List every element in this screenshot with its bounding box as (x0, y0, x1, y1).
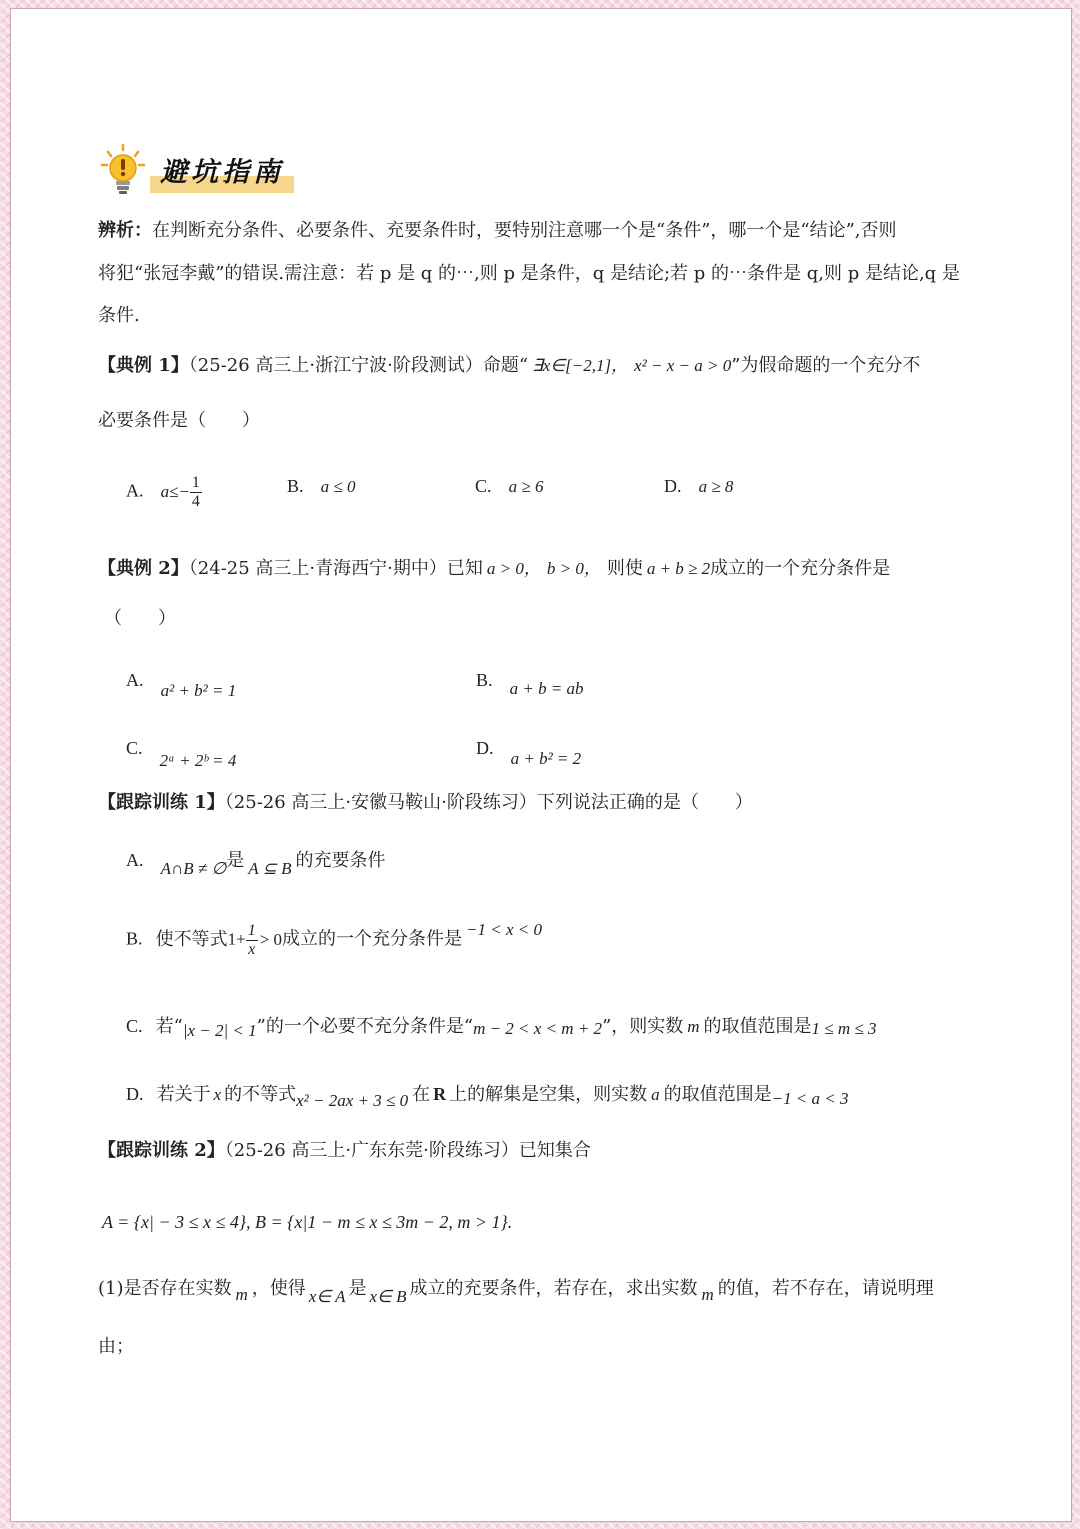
practice2-label: 【跟踪训练 2】 (98, 1140, 225, 1161)
analysis-line-1: 辨析：在判断充分条件、必要条件、充要条件时，要特别注意哪一个是“条件”，哪一个是“结论”,否则 (98, 220, 897, 241)
example2-stem: 【典例 2】（24-25 高三上·青海西宁·期中）已知 a > 0， b > 0， 则使 a + b ≥ 2成立的一个充分条件是 (98, 558, 891, 579)
example1-option-b: B. a ≤ 0 (287, 476, 356, 496)
practice2-question1: (1)是否存在实数 m ，使得 x∈ A 是 x∈ B 成立的充要条件，若存在，求出实数 m 的值，若不存在，请说明理 (98, 1278, 934, 1306)
example2-option-c: C. 2ᵃ + 2ᵇ = 4 (126, 738, 237, 770)
practice1-option-b: B. 使不等式1+ $\frac{1}{x}$ > 0成立的一个充分条件是 −1 < x < 0 (126, 919, 543, 958)
practice2-question1-line2: 由； (98, 1336, 134, 1357)
analysis-line-2: 将犯“张冠李戴”的错误.需注意：若 p 是 q 的⋯,则 p 是条件，q 是结论;若 p 的⋯条件是 q,则 p 是结论,q 是 (98, 263, 960, 284)
example2-stem-line2: （ ） (104, 608, 176, 629)
practice1-label: 【跟踪训练 1】 (98, 792, 225, 813)
example1-option-d: D. a ≥ 8 (664, 476, 734, 496)
practice1-option-d: D. 若关于 x 的不等式x² − 2ax + 3 ≤ 0 在 R 上的解集是空集，则实数 a 的取值范围是−1 < a < 3 (126, 1084, 849, 1110)
analysis-line-3: 条件. (98, 305, 140, 326)
practice2-sets: A = {x| − 3 ≤ x ≤ 4}, B = {x|1 − m ≤ x ≤ 3m − 2, m > 1}. (102, 1212, 513, 1232)
example2-option-b: B. a + b = ab (476, 670, 584, 698)
practice1-stem: 【跟踪训练 1】（25-26 高三上·安徽马鞍山·阶段练习）下列说法正确的是（ ） (98, 792, 753, 813)
section-heading (100, 142, 294, 198)
example1-label: 【典例 1】 (98, 355, 189, 376)
example1-option-c: C. a ≥ 6 (475, 476, 544, 496)
practice1-option-c: C. 若“|x − 2| < 1”的一个必要不充分条件是“m − 2 < x < m + 2”，则实数 m 的取值范围是1 ≤ m ≤ 3 (126, 1016, 877, 1040)
example1-stem-line2: 必要条件是（ ） (98, 410, 260, 431)
practice1-option-a: A. A∩B ≠ ∅是 A ⊆ B 的充要条件 (126, 850, 386, 878)
example2-option-a: A. a² + b² = 1 (126, 670, 237, 700)
lightbulb-icon (100, 143, 146, 197)
example2-option-d: D. a + b² = 2 (476, 738, 582, 768)
practice2-stem: 【跟踪训练 2】（25-26 高三上·广东东莞·阶段练习）已知集合 (98, 1140, 591, 1161)
section-title: 避坑指南 (150, 148, 294, 193)
example1-option-a: A. a≤− $\frac{1}{4}$ (126, 474, 200, 510)
analysis-label: 辨析： (98, 220, 152, 241)
example1-stem: 【典例 1】（25-26 高三上·浙江宁波·阶段测试）命题“ ∃x∈[−2,1]， x² − x − a > 0”为假命题的一个充分不 (98, 355, 921, 376)
example2-label: 【典例 2】 (98, 558, 189, 579)
